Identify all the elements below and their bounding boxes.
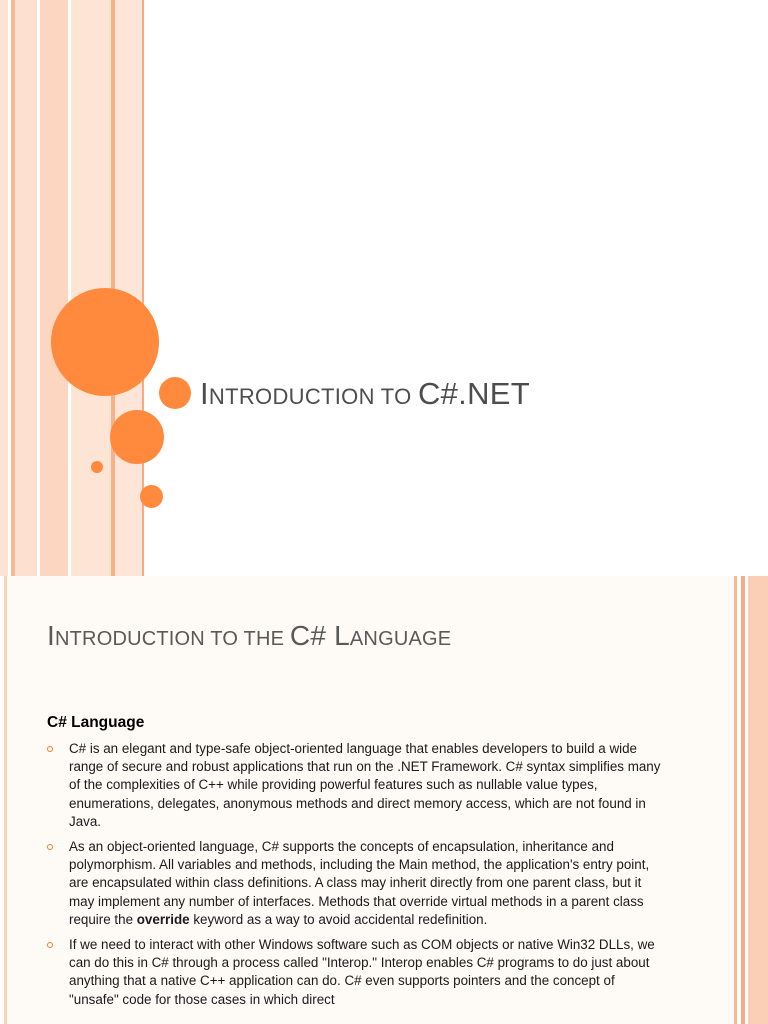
stripe-decoration — [40, 0, 68, 576]
slide-title: INTRODUCTION TO THE C# LANGUAGE — [47, 620, 452, 651]
decorative-circle — [110, 410, 164, 464]
decorative-circle — [140, 485, 163, 508]
stripe-decoration — [0, 0, 8, 576]
stripe-decoration — [115, 0, 142, 576]
list-item — [47, 838, 667, 929]
stripe-decoration — [4, 576, 7, 1024]
stripe-decoration — [748, 576, 768, 1024]
bullet-icon — [47, 942, 53, 948]
stripe-decoration — [15, 0, 37, 576]
slide-title: INTRODUCTION TO C#.NET — [200, 376, 530, 411]
section-heading: C# Language — [47, 714, 145, 731]
decorative-circle — [51, 288, 159, 396]
list-item — [47, 740, 667, 831]
content-slide — [0, 576, 768, 1024]
bullet-text: keyword as a way to avoid accidental redefinition. — [189, 911, 488, 927]
bullet-text: As an object-oriented language, C# supports the concepts of encapsulation, inheritance and polymorphism. All variables and methods, including the Main method, the application's entry point, are encapsulated within class definitions. A class may inherit directly from one parent class, but it may implement any number of interfaces. Methods that override virtual methods in a parent class require the — [69, 839, 650, 927]
bullet-icon — [47, 844, 53, 850]
keyword-override: override — [136, 911, 190, 927]
bullet-text: If we need to interact with other Windows software such as COM objects or native Win32 DLLs, we can do this in C# through a process called "Interop." Interop enables C# programs to do just about anything that a native C++ application can do. C# even supports pointers and the concept of "unsafe" code for those cases in which direct — [69, 937, 655, 1007]
decorative-circle — [159, 377, 191, 409]
list-item — [47, 936, 667, 1009]
bullet-list — [47, 740, 667, 1016]
bullet-icon — [47, 746, 53, 752]
decorative-circle — [91, 461, 103, 473]
bullet-text: C# is an elegant and type-safe object-oriented language that enables developers to build a wide range of secure and robust applications that run on the .NET Framework. C# syntax simplifies many of the complexities of C++ while providing powerful features such as nullable value types, enumerations, delegates, anonymous methods and direct memory access, which are not found in Java. — [69, 741, 661, 829]
